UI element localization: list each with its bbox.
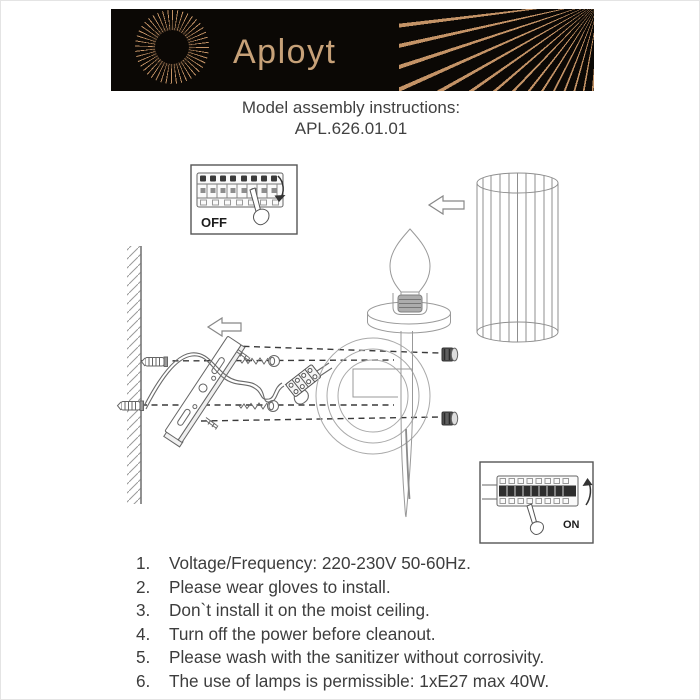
item-text: Turn off the power before cleanout. bbox=[169, 623, 436, 644]
item-text: Don`t install it on the moist ceiling. bbox=[169, 600, 430, 621]
brand-name: Aployt bbox=[233, 33, 337, 71]
lamp-stem bbox=[401, 331, 413, 517]
wall-section bbox=[127, 246, 141, 504]
page-title: Model assembly instructions: bbox=[241, 98, 461, 117]
wall-anchor-icon bbox=[118, 401, 144, 411]
list-item bbox=[136, 552, 606, 576]
screw-icon bbox=[239, 401, 279, 412]
item-text: Please wash with the sanitizer without corrosivity. bbox=[169, 647, 545, 668]
list-item bbox=[136, 646, 606, 670]
mounting-bracket bbox=[162, 336, 250, 447]
list-item bbox=[136, 623, 606, 647]
list-item bbox=[136, 599, 606, 623]
item-text: The use of lamps is permissible: 1xE27 max 40W. bbox=[169, 670, 550, 691]
cylinder-shade bbox=[477, 173, 558, 342]
arrow-left-icon bbox=[429, 196, 464, 214]
item-number: 3. bbox=[136, 600, 151, 621]
corner-rays-decoration bbox=[399, 9, 594, 91]
assembly-diagram bbox=[111, 149, 596, 551]
item-number: 4. bbox=[136, 623, 151, 644]
title-block bbox=[1, 97, 700, 139]
item-text: Please wear gloves to install. bbox=[169, 576, 391, 597]
instruction-list bbox=[136, 552, 606, 694]
power-on-step bbox=[480, 462, 593, 543]
cap-nut-icon bbox=[442, 348, 458, 361]
brand-banner bbox=[111, 9, 594, 91]
cap-nut-icon bbox=[442, 412, 458, 425]
sunburst-logo-icon bbox=[135, 10, 209, 84]
item-number: 6. bbox=[136, 670, 151, 691]
candle-bulb bbox=[390, 229, 430, 295]
off-label: OFF bbox=[201, 215, 227, 230]
arrow-left-icon bbox=[208, 318, 241, 336]
item-number: 5. bbox=[136, 647, 151, 668]
item-number: 1. bbox=[136, 553, 151, 573]
breaker-panel-icon bbox=[197, 173, 283, 207]
list-item bbox=[136, 576, 606, 600]
wall-anchor-icon bbox=[142, 357, 168, 367]
power-off-step bbox=[191, 165, 297, 234]
on-label: ON bbox=[563, 519, 580, 531]
model-number: APL.626.01.01 bbox=[294, 119, 408, 138]
e27-bulb-base bbox=[398, 295, 422, 312]
list-item bbox=[136, 670, 606, 694]
item-number: 2. bbox=[136, 576, 151, 597]
item-text: Voltage/Frequency: 220-230V 50-60Hz. bbox=[169, 553, 471, 573]
